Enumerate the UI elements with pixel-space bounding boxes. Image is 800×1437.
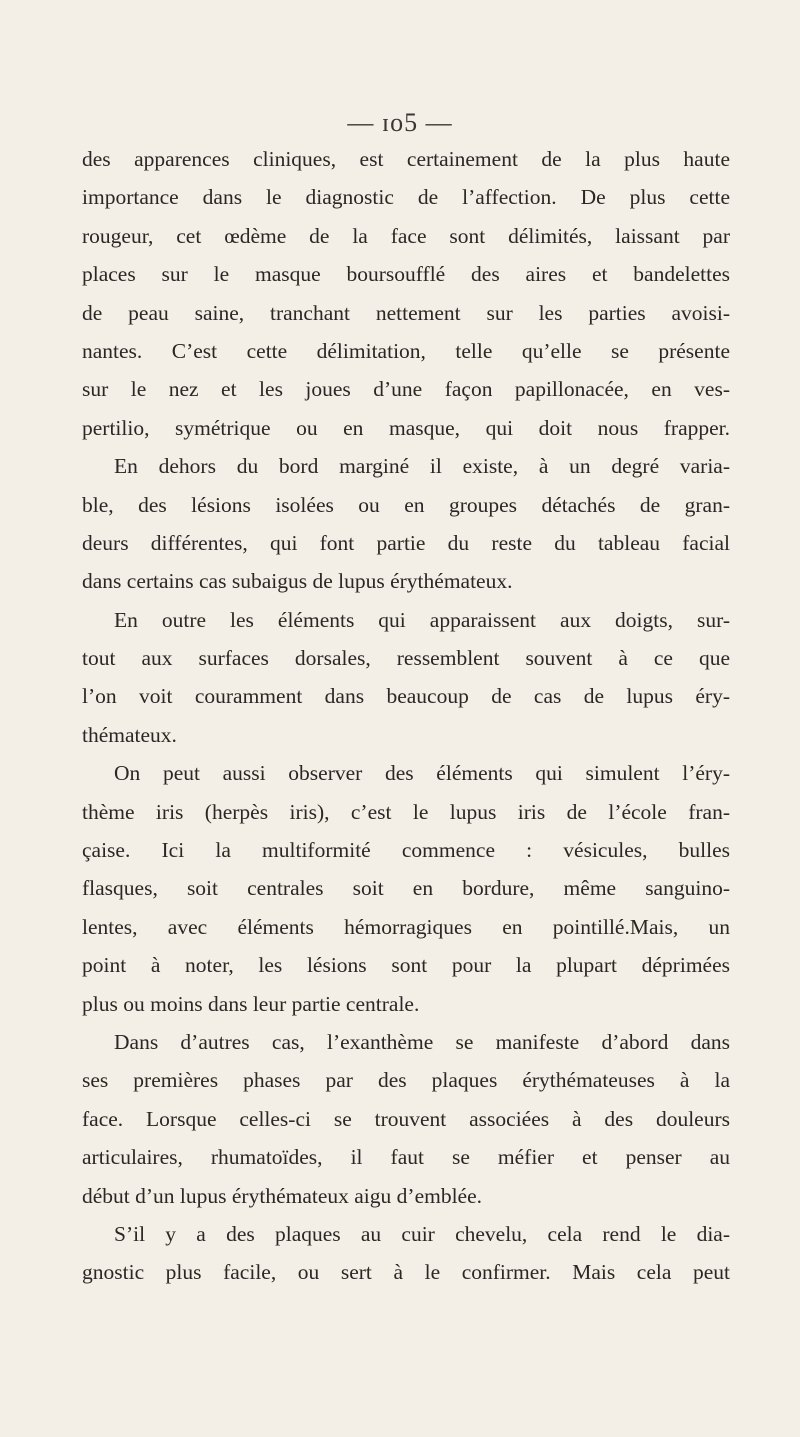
text-line: dans certains cas subaigus de lupus érythémateux. <box>82 569 513 594</box>
text-line: tout aux surfaces dorsales, ressemblent souvent à ce que <box>82 646 730 671</box>
text-line: ses premières phases par des plaques érythémateuses à la <box>82 1068 730 1093</box>
text-line: des apparences cliniques, est certainement de la plus haute <box>82 147 730 171</box>
body-text <box>82 140 730 1292</box>
text-line: rougeur, cet œdème de la face sont délimités, laissant par <box>82 223 730 248</box>
text-line: S’il y a des plaques au cuir chevelu, cela rend le dia- <box>114 1221 730 1246</box>
text-line: Dans d’autres cas, l’exanthème se manifeste d’abord dans <box>114 1029 730 1054</box>
text-line: importance dans le diagnostic de l’affection. De plus cette <box>82 185 730 210</box>
text-line: pertilio, symétrique ou en masque, qui doit nous frapper. <box>82 415 730 440</box>
text-line: ble, des lésions isolées ou en groupes détachés de gran- <box>82 492 730 517</box>
text-line: début d’un lupus érythémateux aigu d’emblée. <box>82 1183 483 1208</box>
text-line: articulaires, rhumatoïdes, il faut se méfier et penser au <box>82 1145 730 1170</box>
text-line: On peut aussi observer des éléments qui simulent l’éry- <box>114 761 730 786</box>
page-number-header: — ɪo5 — <box>347 108 453 137</box>
text-line: En dehors du bord marginé il existe, à un degré varia- <box>114 454 730 479</box>
text-line: flasques, soit centrales soit en bordure, même sanguino- <box>82 876 730 901</box>
text-line: nantes. C’est cette délimitation, telle qu’elle se présente <box>82 338 730 363</box>
text-line: face. Lorsque celles-ci se trouvent associées à des douleurs <box>82 1106 730 1131</box>
text-line: plus ou moins dans leur partie centrale. <box>82 991 420 1016</box>
text-line: l’on voit couramment dans beaucoup de cas de lupus éry- <box>82 684 730 709</box>
text-line: çaise. Ici la multiformité commence : vésicules, bulles <box>82 838 730 863</box>
text-line: sur le nez et les joues d’une façon papillonacée, en ves- <box>82 377 730 402</box>
text-line: de peau saine, tranchant nettement sur les parties avoisi- <box>82 300 730 325</box>
text-line: deurs différentes, qui font partie du reste du tableau facial <box>82 530 730 555</box>
text-line: point à noter, les lésions sont pour la plupart déprimées <box>82 953 730 978</box>
text-line: lentes, avec éléments hémorragiques en pointillé.Mais, un <box>82 914 730 939</box>
text-line: places sur le masque boursoufflé des aires et bandelettes <box>82 262 730 287</box>
text-line: thémateux. <box>82 722 177 747</box>
text-line: En outre les éléments qui apparaissent aux doigts, sur- <box>114 607 730 632</box>
text-line: gnostic plus facile, ou sert à le confirmer. Mais cela peut <box>82 1260 730 1285</box>
text-line: thème iris (herpès iris), c’est le lupus iris de l’école fran- <box>82 799 730 824</box>
